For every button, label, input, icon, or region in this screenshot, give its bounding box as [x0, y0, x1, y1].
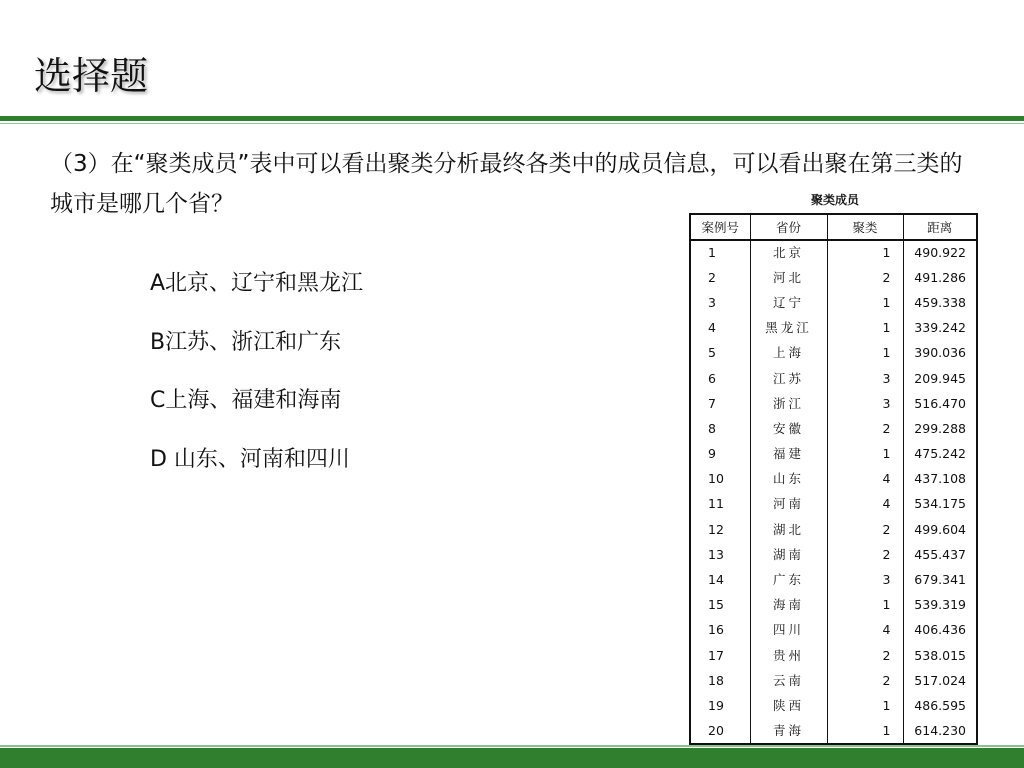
province-cell: 浙江 [750, 391, 827, 416]
province-cell: 辽宁 [750, 290, 827, 315]
table-row [690, 391, 977, 416]
cluster-cell: 1 [827, 316, 903, 341]
table-row [690, 567, 977, 592]
question-text: （3）在“聚类成员”表中可以看出聚类分析最终各类中的成员信息，可以看出聚在第三类的城市是哪几个省？ [50, 151, 963, 217]
option-d: D 山东、河南和四川 [150, 446, 350, 472]
cluster-cell: 4 [827, 467, 903, 492]
case-number-cell: 16 [690, 618, 750, 643]
province-cell: 贵州 [750, 643, 827, 668]
distance-cell: 459.338 [914, 294, 966, 310]
distance-cell: 516.470 [914, 395, 966, 411]
distance-cell: 517.024 [914, 672, 966, 688]
table-row [690, 240, 977, 265]
distance-cell: 538.015 [914, 647, 966, 663]
cluster-members-table [689, 213, 978, 745]
province-cell: 广东 [750, 567, 827, 592]
header-case-number: 案例号 [690, 214, 750, 240]
case-number-cell: 20 [690, 719, 750, 744]
province-cell: 陕西 [750, 693, 827, 718]
slide-title: 选择题 [34, 54, 149, 98]
distance-cell: 491.286 [914, 269, 966, 285]
case-number-cell: 19 [690, 693, 750, 718]
table-row [690, 467, 977, 492]
distance-cell: 209.945 [914, 370, 966, 386]
cluster-cell: 3 [827, 391, 903, 416]
distance-cell: 486.595 [914, 697, 966, 713]
case-number-cell: 7 [690, 391, 750, 416]
cluster-cell: 1 [827, 240, 903, 265]
province-cell: 河南 [750, 492, 827, 517]
table-row [690, 668, 977, 693]
province-cell: 青海 [750, 719, 827, 744]
cluster-cell: 1 [827, 341, 903, 366]
distance-cell: 475.242 [914, 446, 966, 462]
case-number-cell: 11 [690, 492, 750, 517]
cluster-cell: 1 [827, 593, 903, 618]
table-caption: 聚类成员 [810, 193, 859, 207]
header-province: 省份 [750, 214, 827, 240]
case-number-cell: 9 [690, 442, 750, 467]
table-row [690, 542, 977, 567]
footer-band [0, 748, 1024, 768]
province-cell: 福建 [750, 442, 827, 467]
distance-cell: 299.288 [914, 420, 966, 436]
table-row [690, 693, 977, 718]
table-row [690, 492, 977, 517]
province-cell: 上海 [750, 341, 827, 366]
province-cell: 湖北 [750, 517, 827, 542]
case-number-cell: 4 [690, 316, 750, 341]
table-row [690, 316, 977, 341]
option-b: B江苏、浙江和广东 [150, 329, 342, 355]
table-row [690, 643, 977, 668]
case-number-cell: 14 [690, 567, 750, 592]
province-cell: 黑龙江 [750, 316, 827, 341]
table-row [690, 618, 977, 643]
case-number-cell: 3 [690, 290, 750, 315]
case-number-cell: 2 [690, 265, 750, 290]
header-distance: 距离 [903, 214, 977, 240]
table-header-row [690, 214, 977, 240]
distance-cell: 499.604 [914, 521, 966, 537]
province-cell: 海南 [750, 593, 827, 618]
province-cell: 湖南 [750, 542, 827, 567]
option-a: A北京、辽宁和黑龙江 [150, 271, 364, 296]
table-row [690, 517, 977, 542]
cluster-cell: 1 [827, 719, 903, 744]
province-cell: 安徽 [750, 416, 827, 441]
cluster-cell: 4 [827, 618, 903, 643]
cluster-cell: 2 [827, 265, 903, 290]
cluster-cell: 2 [827, 542, 903, 567]
cluster-cell: 3 [827, 567, 903, 592]
distance-cell: 406.436 [914, 622, 966, 638]
table-row [690, 593, 977, 618]
table-row [690, 366, 977, 391]
case-number-cell: 18 [690, 668, 750, 693]
footer-band-highlight [0, 745, 1024, 747]
case-number-cell: 12 [690, 517, 750, 542]
distance-cell: 614.230 [914, 722, 966, 738]
province-cell: 江苏 [750, 366, 827, 391]
table-row [690, 442, 977, 467]
distance-cell: 490.922 [914, 245, 966, 261]
cluster-cell: 1 [827, 290, 903, 315]
cluster-cell: 4 [827, 492, 903, 517]
table-row [690, 290, 977, 315]
table-row [690, 719, 977, 744]
case-number-cell: 10 [690, 467, 750, 492]
distance-cell: 437.108 [914, 471, 966, 487]
table-body [690, 240, 977, 744]
distance-cell: 339.242 [914, 320, 966, 336]
distance-cell: 539.319 [914, 597, 966, 613]
cluster-cell: 1 [827, 693, 903, 718]
province-cell: 山东 [750, 467, 827, 492]
case-number-cell: 5 [690, 341, 750, 366]
table-row [690, 416, 977, 441]
cluster-cell: 2 [827, 668, 903, 693]
cluster-cell: 1 [827, 442, 903, 467]
distance-cell: 390.036 [914, 345, 966, 361]
cluster-cell: 2 [827, 643, 903, 668]
table-row [690, 341, 977, 366]
answer-options [150, 266, 363, 500]
title-divider-highlight [0, 123, 1024, 124]
cluster-cell: 3 [827, 366, 903, 391]
case-number-cell: 6 [690, 366, 750, 391]
case-number-cell: 8 [690, 416, 750, 441]
province-cell: 北京 [750, 240, 827, 265]
province-cell: 云南 [750, 668, 827, 693]
case-number-cell: 15 [690, 593, 750, 618]
case-number-cell: 13 [690, 542, 750, 567]
province-cell: 四川 [750, 618, 827, 643]
header-cluster: 聚类 [827, 214, 903, 240]
distance-cell: 534.175 [914, 496, 966, 512]
distance-cell: 455.437 [914, 546, 966, 562]
cluster-cell: 2 [827, 517, 903, 542]
province-cell: 河北 [750, 265, 827, 290]
option-c: C上海、福建和海南 [150, 388, 342, 413]
case-number-cell: 17 [690, 643, 750, 668]
cluster-cell: 2 [827, 416, 903, 441]
distance-cell: 679.341 [914, 572, 966, 588]
table-row [690, 265, 977, 290]
title-divider [0, 116, 1024, 121]
case-number-cell: 1 [690, 240, 750, 265]
